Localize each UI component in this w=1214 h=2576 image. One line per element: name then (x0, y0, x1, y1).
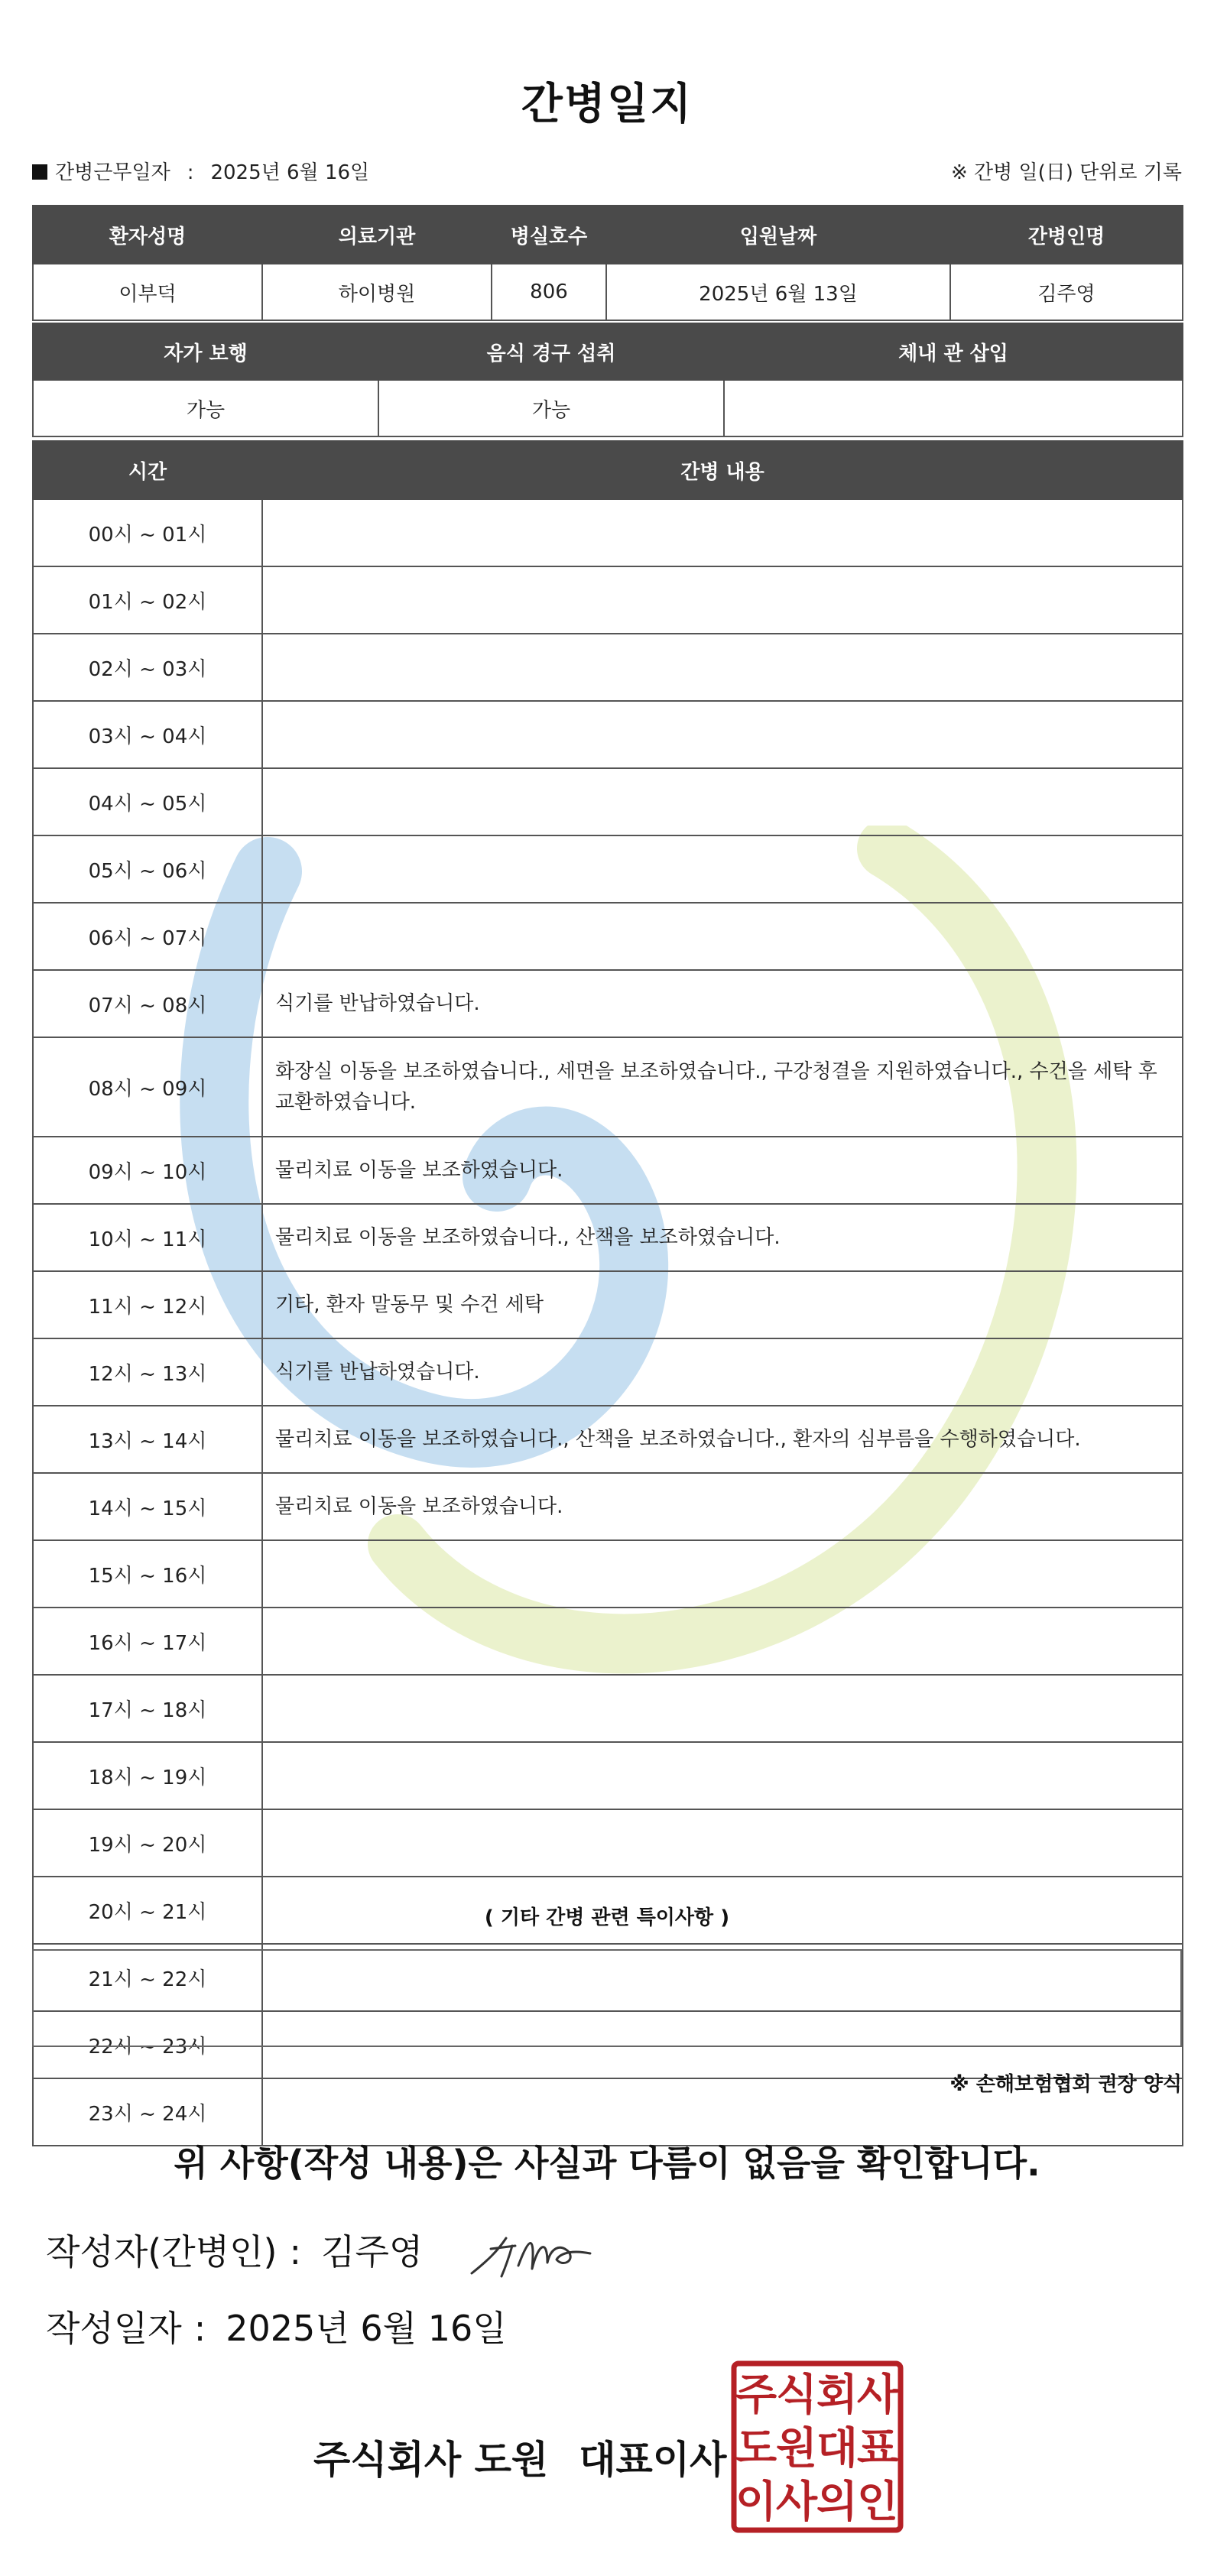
log-body (33, 499, 1183, 2146)
time-slot: 01시 ~ 02시 (33, 566, 262, 634)
care-content (262, 1675, 1183, 1742)
table-row (33, 1675, 1183, 1742)
care-content (262, 1742, 1183, 1809)
table-row (33, 1137, 1183, 1204)
header-room-number: 병실호수 (492, 206, 606, 264)
time-slot: 21시 ~ 22시 (33, 1944, 262, 2011)
table-row (33, 768, 1183, 835)
header-oral-intake: 음식 경구 섭취 (378, 323, 724, 380)
header-time: 시간 (33, 441, 262, 499)
table-row (33, 1271, 1183, 1338)
status-header-row (33, 323, 1183, 380)
time-slot: 13시 ~ 14시 (33, 1406, 262, 1473)
tube-insertion-value (724, 380, 1183, 436)
table-row (33, 1406, 1183, 1473)
seal-char: 의 (816, 2477, 859, 2527)
hospital-name: 하이병원 (262, 264, 492, 320)
care-content (262, 701, 1183, 768)
table-row (33, 903, 1183, 970)
seal-char: 표 (856, 2424, 899, 2474)
table-row (33, 1473, 1183, 1540)
time-slot: 22시 ~ 23시 (33, 2011, 262, 2078)
seal-char: 주 (735, 2370, 777, 2420)
care-content (262, 903, 1183, 970)
time-slot: 16시 ~ 17시 (33, 1608, 262, 1675)
care-content (262, 835, 1183, 903)
time-slot: 11시 ~ 12시 (33, 1271, 262, 1338)
work-date-colon: : (187, 161, 194, 184)
table-row (33, 1037, 1183, 1137)
writer-label: 작성자(간병인) (46, 2231, 278, 2273)
header-admission-date: 입원날짜 (606, 206, 950, 264)
company-seal (731, 2360, 904, 2533)
table-row (33, 1742, 1183, 1809)
log-header-row (33, 441, 1183, 499)
oral-intake-value: 가능 (378, 380, 724, 436)
seal-char: 인 (856, 2477, 899, 2527)
table-row (33, 835, 1183, 903)
table-row (33, 566, 1183, 634)
care-content: 기타, 환자 말동무 및 수건 세탁 (262, 1271, 1183, 1338)
seal-char: 도 (735, 2424, 777, 2474)
table-row (33, 701, 1183, 768)
table-row (33, 1204, 1183, 1271)
care-content: 식기를 반납하였습니다. (262, 970, 1183, 1037)
notes-title: ( 기타 간병 관련 특이사항 ) (484, 1906, 730, 1929)
header-self-walking: 자가 보행 (33, 323, 378, 380)
time-slot: 03시 ~ 04시 (33, 701, 262, 768)
care-content (262, 566, 1183, 634)
header-caregiver-name: 간병인명 (950, 206, 1183, 264)
patient-header-row (33, 206, 1183, 264)
writer-name: 김주영 (321, 2231, 424, 2273)
status-value-row (33, 380, 1183, 436)
writer-line (46, 2224, 423, 2275)
time-slot: 17시 ~ 18시 (33, 1675, 262, 1742)
write-date-colon: : (193, 2308, 206, 2349)
time-slot: 08시 ~ 09시 (33, 1037, 262, 1137)
time-slot: 07시 ~ 08시 (33, 970, 262, 1037)
work-date-group (32, 157, 369, 185)
representative-title: 대표이사 (579, 2438, 727, 2482)
patient-info-table (32, 205, 1183, 321)
table-row (33, 1608, 1183, 1675)
page-title: 간병일지 (521, 79, 693, 129)
care-content (262, 634, 1183, 701)
notes-box (32, 1949, 1182, 2047)
form-note: ※ 손해보험협회 권장 양식 (949, 2073, 1182, 2096)
patient-value-row (33, 264, 1183, 320)
time-slot: 20시 ~ 21시 (33, 1877, 262, 1944)
unit-note: ※ 간병 일(日) 단위로 기록 (950, 161, 1182, 184)
admission-date: 2025년 6월 13일 (606, 264, 950, 320)
table-row (33, 970, 1183, 1037)
black-square-icon (32, 164, 47, 180)
care-content: 화장실 이동을 보조하였습니다., 세면을 보조하였습니다., 구강청결을 지원하였습니다., 수건을 세탁 후 교환하였습니다. (262, 1037, 1183, 1137)
time-slot: 19시 ~ 20시 (33, 1809, 262, 1877)
time-slot: 06시 ~ 07시 (33, 903, 262, 970)
table-row (33, 1338, 1183, 1406)
table-row (33, 634, 1183, 701)
write-date-line (46, 2301, 507, 2351)
table-row (33, 499, 1183, 566)
seal-char: 사 (775, 2477, 818, 2527)
signature (468, 2229, 605, 2282)
header-tube-insertion: 체내 관 삽입 (724, 323, 1183, 380)
seal-char: 사 (856, 2370, 899, 2420)
care-content (262, 768, 1183, 835)
time-slot: 10시 ~ 11시 (33, 1204, 262, 1271)
writer-colon: : (289, 2231, 302, 2273)
header-hospital: 의료기관 (262, 206, 492, 264)
care-content: 물리치료 이동을 보조하였습니다., 산책을 보조하였습니다. (262, 1204, 1183, 1271)
care-content (262, 1540, 1183, 1608)
seal-char: 원 (775, 2424, 818, 2474)
work-date-label: 간병근무일자 (55, 161, 170, 184)
care-content: 식기를 반납하였습니다. (262, 1338, 1183, 1406)
care-content: 물리치료 이동을 보조하였습니다. (262, 1473, 1183, 1540)
care-content (262, 1608, 1183, 1675)
time-slot: 23시 ~ 24시 (33, 2078, 262, 2146)
care-content: 물리치료 이동을 보조하였습니다. (262, 1137, 1183, 1204)
confirmation-statement: 위 사항(작성 내용)은 사실과 다름이 없음을 확인합니다. (174, 2143, 1040, 2184)
company-name: 주식회사 도원 (313, 2438, 549, 2482)
company-line (313, 2429, 726, 2484)
self-walking-value: 가능 (33, 380, 378, 436)
write-date-value: 2025년 6월 16일 (226, 2308, 507, 2349)
care-content (262, 499, 1183, 566)
seal-char: 식 (775, 2370, 818, 2420)
write-date-label: 작성일자 (46, 2308, 182, 2349)
time-slot: 14시 ~ 15시 (33, 1473, 262, 1540)
seal-char: 이 (735, 2477, 777, 2527)
time-slot: 05시 ~ 06시 (33, 835, 262, 903)
care-content (262, 1809, 1183, 1877)
care-content: 물리치료 이동을 보조하였습니다., 산책을 보조하였습니다., 환자의 심부름을 수행하였습니다. (262, 1406, 1183, 1473)
table-row (33, 1809, 1183, 1877)
room-number: 806 (492, 264, 606, 320)
caregiver-name: 김주영 (950, 264, 1183, 320)
time-slot: 15시 ~ 16시 (33, 1540, 262, 1608)
header-patient-name: 환자성명 (33, 206, 262, 264)
work-date-value: 2025년 6월 16일 (210, 161, 370, 184)
patient-status-table (32, 323, 1183, 437)
seal-char: 회 (816, 2370, 859, 2420)
header-care-content: 간병 내용 (262, 441, 1183, 499)
time-slot: 12시 ~ 13시 (33, 1338, 262, 1406)
time-slot: 09시 ~ 10시 (33, 1137, 262, 1204)
care-log-table (32, 440, 1183, 2146)
time-slot: 00시 ~ 01시 (33, 499, 262, 566)
table-row (33, 1540, 1183, 1608)
time-slot: 18시 ~ 19시 (33, 1742, 262, 1809)
patient-name: 이부덕 (33, 264, 262, 320)
time-slot: 02시 ~ 03시 (33, 634, 262, 701)
time-slot: 04시 ~ 05시 (33, 768, 262, 835)
seal-char: 대 (816, 2424, 859, 2474)
